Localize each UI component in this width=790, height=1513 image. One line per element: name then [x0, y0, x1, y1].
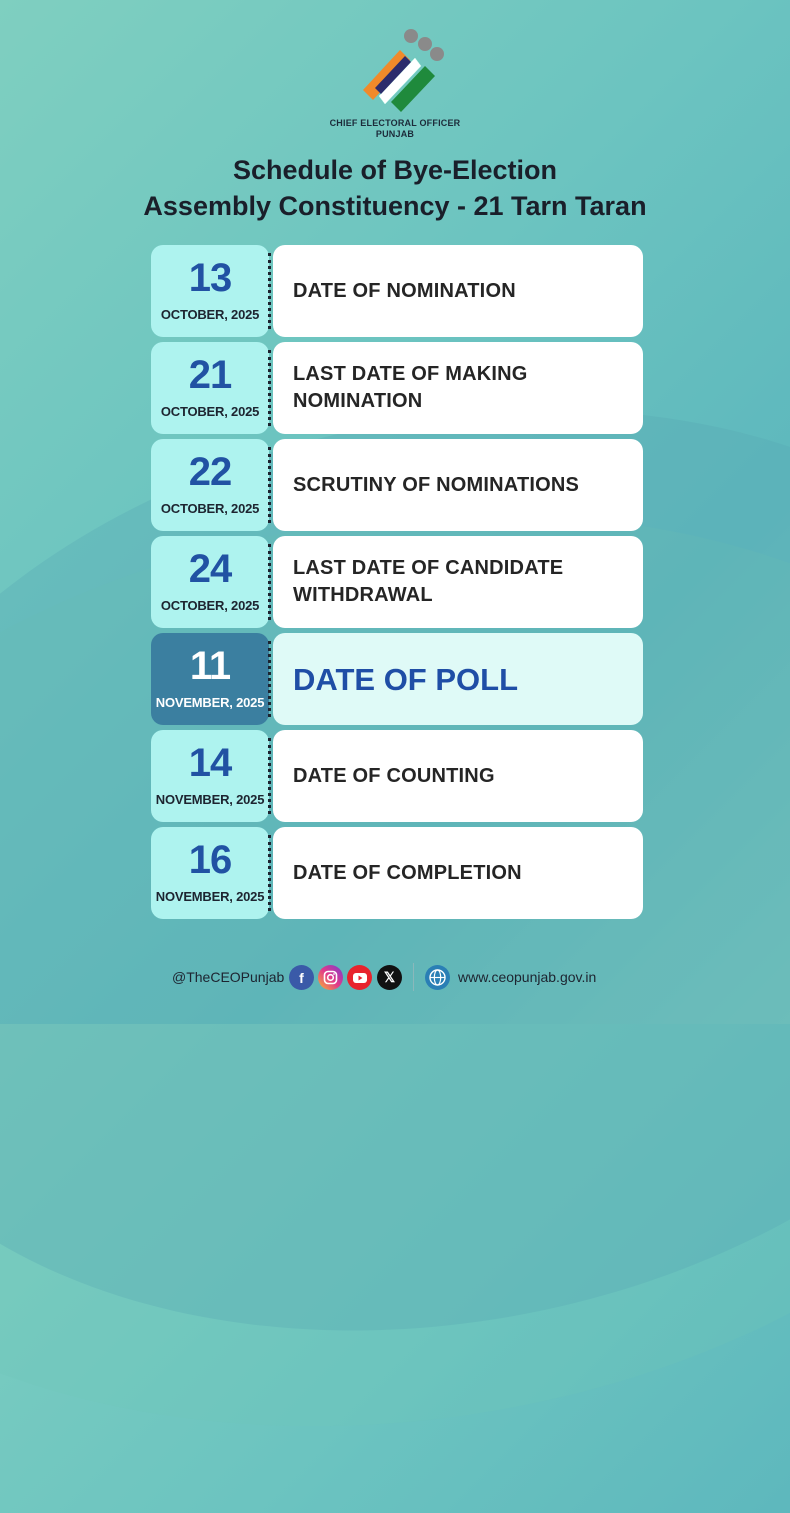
dotted-separator [268, 350, 271, 426]
schedule-row [151, 827, 643, 919]
date-box [151, 730, 269, 822]
event-line-1: LAST DATE OF CANDIDATE [293, 557, 564, 579]
org-line-1: CHIEF ELECTORAL OFFICER [329, 118, 461, 128]
date-box [151, 342, 269, 434]
schedule-row-poll [151, 633, 643, 725]
event-box [273, 245, 643, 337]
date-day: 21 [188, 353, 232, 397]
globe-icon [425, 965, 450, 990]
event-box [273, 633, 643, 725]
date-box [151, 245, 269, 337]
event-box [273, 439, 643, 531]
youtube-icon[interactable] [347, 965, 372, 990]
title-line-1: Schedule of Bye-Election [232, 155, 558, 185]
facebook-icon[interactable]: f [289, 965, 314, 990]
x-twitter-icon[interactable]: 𝕏 [377, 965, 402, 990]
event-box [273, 536, 643, 628]
event-box [273, 827, 643, 919]
dotted-separator [268, 738, 271, 814]
schedule-row [151, 536, 643, 628]
date-day: 16 [188, 838, 232, 882]
event-label [293, 472, 579, 499]
schedule-row [151, 342, 643, 434]
website-link[interactable]: www.ceopunjab.gov.in [458, 969, 597, 985]
event-label [293, 763, 495, 790]
event-label [293, 555, 563, 609]
event-line-1: SCRUTINY OF NOMINATIONS [293, 473, 580, 496]
instagram-icon[interactable] [318, 965, 343, 990]
event-line-2: NOMINATION [293, 390, 423, 412]
dotted-separator [268, 835, 271, 911]
footer-divider [413, 963, 414, 991]
date-month: NOVEMBER, 2025 [155, 889, 265, 904]
schedule-row [151, 245, 643, 337]
organization-name [0, 118, 790, 140]
event-line-2: WITHDRAWAL [293, 584, 433, 606]
title-line-2: Assembly Constituency - 21 Tarn Taran [143, 191, 647, 221]
event-box [273, 730, 643, 822]
date-day: 22 [188, 450, 232, 494]
date-month: NOVEMBER, 2025 [155, 695, 265, 710]
event-label [293, 661, 519, 697]
date-month: OCTOBER, 2025 [160, 404, 260, 419]
event-label [293, 860, 522, 887]
event-line-1: DATE OF COMPLETION [293, 861, 522, 884]
date-month: OCTOBER, 2025 [160, 598, 260, 613]
date-box [151, 633, 269, 725]
event-label [293, 278, 516, 305]
social-handle[interactable]: @TheCEOPunjab [172, 969, 285, 985]
date-day: 13 [188, 256, 232, 300]
dotted-separator [268, 544, 271, 620]
date-day: 24 [188, 547, 232, 591]
footer [0, 961, 790, 993]
schedule-row [151, 730, 643, 822]
schedule-row [151, 439, 643, 531]
dotted-separator [268, 447, 271, 523]
date-box [151, 827, 269, 919]
event-line-1: DATE OF NOMINATION [293, 279, 516, 302]
event-line-1: DATE OF POLL [293, 661, 519, 697]
date-month: OCTOBER, 2025 [160, 307, 260, 322]
event-label [293, 361, 528, 415]
date-box [151, 439, 269, 531]
date-box [151, 536, 269, 628]
event-line-1: DATE OF COUNTING [293, 764, 495, 787]
dotted-separator [268, 641, 271, 717]
election-commission-logo-icon [345, 20, 455, 120]
event-box [273, 342, 643, 434]
date-month: NOVEMBER, 2025 [155, 792, 265, 807]
event-line-1: LAST DATE OF MAKING [293, 363, 528, 385]
date-day: 11 [189, 644, 231, 688]
date-day: 14 [188, 741, 232, 785]
page-title [0, 152, 790, 224]
org-line-2: PUNJAB [375, 129, 415, 139]
dotted-separator [268, 253, 271, 329]
date-month: OCTOBER, 2025 [160, 501, 260, 516]
